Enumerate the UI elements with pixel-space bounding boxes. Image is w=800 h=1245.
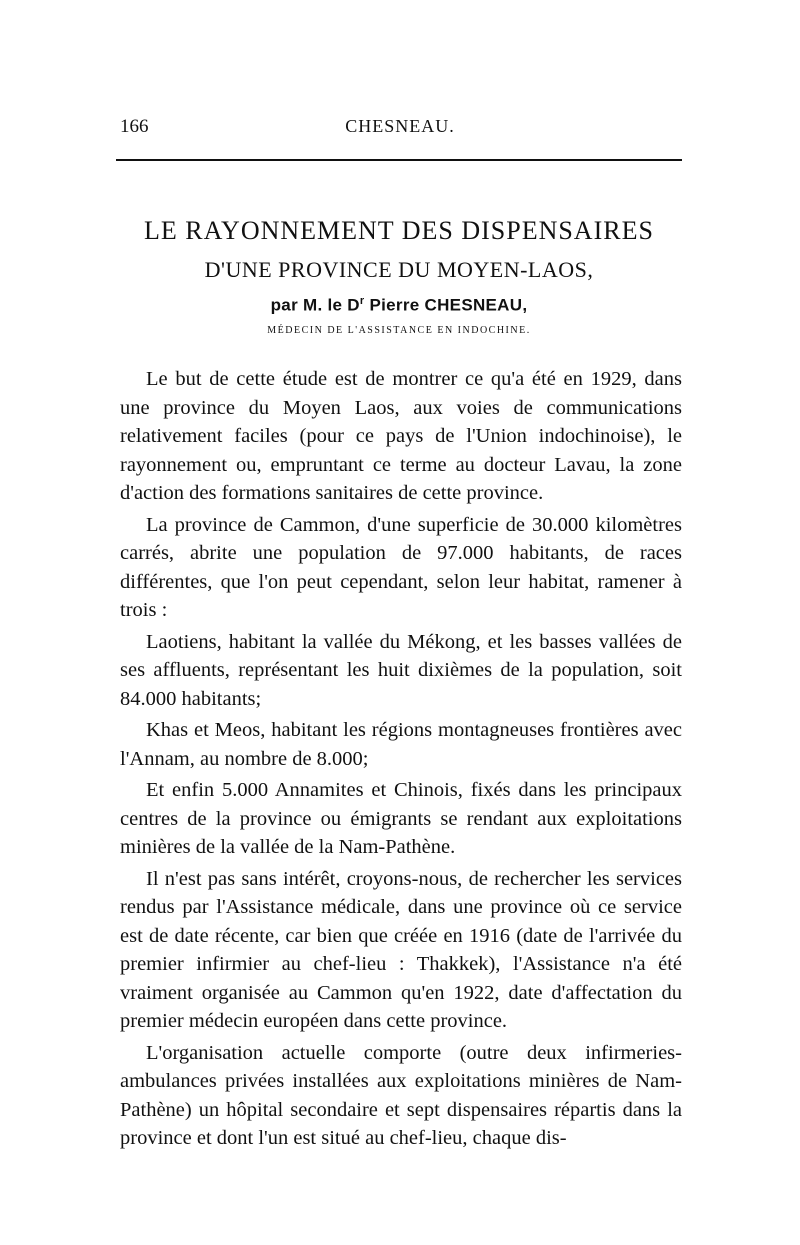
paragraph: Laotiens, habitant la vallée du Mékong, et les basses vallées de ses affluents, représentant les huit dixièmes de la population, soit 84.000 habitants; [120, 630, 682, 710]
paragraph: Et enfin 5.000 Annamites et Chinois, fixés dans les principaux centres de la province ou émigrants se rendant aux exploitations minières de la vallée de la Nam-Pathène. [120, 779, 682, 858]
running-title: CHESNEAU. [345, 116, 455, 136]
running-head [120, 116, 680, 146]
byline-prefix: par M. le D [270, 295, 360, 315]
byline-sup: r [359, 295, 365, 307]
paragraph: Le but de cette étude est de montrer ce qu'a été en 1929, dans une province du Moyen Laos, aux voies de communications relativement faciles (pour ce pays de l'Union indochinoise), le rayonnement ou, empruntant ce terme au docteur Lavau, la zone d'action des formations sanitaires de cette province. [120, 368, 682, 504]
paragraph: Khas et Meos, habitant les régions montagneuses frontières avec l'Annam, au nombre de 8.000; [120, 719, 682, 770]
byline-name: Pierre CHESNEAU, [364, 295, 528, 315]
byline [116, 295, 682, 316]
page-number: 166 [120, 116, 149, 137]
header-rule [116, 159, 682, 161]
article-title-line-2: D'UNE PROVINCE DU MOYEN-LAOS, [204, 257, 594, 282]
article-title-line-1: LE RAYONNEMENT DES DISPENSAIRES [144, 216, 654, 245]
paragraph: L'organisation actuelle comporte (outre deux infirmeries-ambulances privées installées aux exploitations minières de Nam-Pathène) un hôpital secondaire et sept dispensaires répartis dans la province et dont l'un est situé au chef-lieu, chaque dis- [120, 1041, 682, 1149]
paragraph: La province de Cammon, d'une superficie de 30.000 kilomètres carrés, abrite une population de 97.000 habitants, de races différentes, que l'on peut cependant, selon leur habitat, ramener à trois : [120, 513, 682, 621]
author-affiliation: MÉDECIN DE L'ASSISTANCE EN INDOCHINE. [267, 325, 531, 336]
paragraph: Il n'est pas sans intérêt, croyons-nous, de rechercher les services rendus par l'Assistance médicale, dans une province où ce service est de date récente, car bien que créée en 1916 (date de l'arrivée du premier infirmier au chef-lieu : Thakkek), l'Assistance n'a été vraiment organisée au Cammon qu'en 1922, date d'affectation du premier médecin européen dans cette province. [120, 867, 682, 1032]
article-body [120, 365, 682, 1156]
